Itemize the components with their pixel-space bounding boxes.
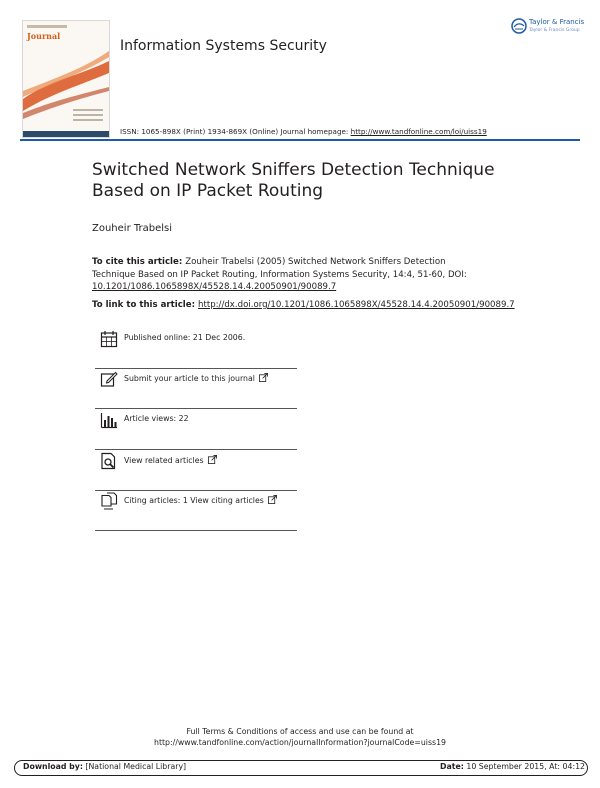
download-info-bar bbox=[14, 760, 588, 776]
article-link-block bbox=[92, 300, 562, 310]
publisher-logo[interactable] bbox=[510, 15, 585, 39]
article-views-label: Article views: 22 bbox=[124, 414, 189, 423]
terms-notice bbox=[0, 726, 600, 748]
info-row-published bbox=[95, 328, 297, 369]
citation-block bbox=[92, 256, 522, 294]
submit-article-label: Submit your article to this journal bbox=[124, 374, 255, 383]
cover-text-lines bbox=[73, 109, 103, 124]
issn-text: ISSN: 1065-898X (Print) 1934-869X (Online) Journal homepage: bbox=[120, 127, 351, 136]
info-row-related[interactable] bbox=[95, 450, 297, 491]
download-date bbox=[440, 762, 585, 771]
issn-line bbox=[120, 127, 487, 136]
info-row-citing[interactable] bbox=[95, 490, 297, 531]
citation-text-line2: Technique Based on IP Packet Routing, Information Systems Security, 14:4, 51-60, DOI: bbox=[92, 269, 467, 280]
related-articles-link[interactable] bbox=[124, 455, 217, 465]
article-title: Switched Network Sniffers Detection Technique Based on IP Packet Routing bbox=[92, 160, 495, 201]
publisher-logo-icon bbox=[511, 18, 527, 34]
terms-url[interactable]: http://www.tandfonline.com/action/journalInformation?journalCode=uiss19 bbox=[154, 738, 446, 747]
published-online-label: Published online: 21 Dec 2006. bbox=[124, 333, 246, 342]
calendar-icon bbox=[100, 330, 118, 348]
link-label: To link to this article: bbox=[92, 300, 199, 310]
terms-line-1: Full Terms & Conditions of access and use can be found at bbox=[186, 727, 414, 736]
citation-text-line1: Zouheir Trabelsi (2005) Switched Network Sniffers Detection bbox=[185, 257, 446, 267]
publisher-subname: Taylor & Francis Group bbox=[529, 28, 580, 33]
cover-title: Journal bbox=[27, 31, 61, 41]
citation-doi-link[interactable]: 10.1201/1086.1065898X/45528.14.4.20050901/90089.7 bbox=[92, 282, 337, 292]
external-link-icon bbox=[208, 455, 217, 464]
edit-icon bbox=[100, 370, 118, 388]
article-author: Zouheir Trabelsi bbox=[92, 223, 173, 234]
citing-articles-label: Citing articles: 1 View citing articles bbox=[124, 496, 264, 505]
download-date-value: 10 September 2015, At: 04:12 bbox=[463, 762, 585, 771]
journal-homepage-link[interactable]: http://www.tandfonline.com/loi/uiss19 bbox=[350, 127, 487, 136]
citation-label: To cite this article: bbox=[92, 257, 186, 267]
downloaded-by-label: Download by: bbox=[23, 762, 83, 771]
journal-name: Information Systems Security bbox=[120, 38, 327, 54]
downloaded-by-value: [National Medical Library] bbox=[82, 762, 187, 771]
download-date-label: Date: bbox=[440, 762, 464, 771]
downloaded-by bbox=[23, 762, 186, 771]
external-link-icon bbox=[259, 373, 268, 382]
citing-articles-icon bbox=[100, 492, 118, 510]
bar-chart-icon bbox=[100, 411, 118, 429]
header-divider bbox=[20, 139, 580, 141]
info-row-views bbox=[95, 409, 297, 450]
cover-footer-bar bbox=[23, 131, 109, 137]
publisher-name: Taylor & Francis bbox=[529, 18, 585, 26]
related-articles-label: View related articles bbox=[124, 456, 204, 465]
external-link-icon bbox=[268, 495, 277, 504]
search-document-icon bbox=[100, 452, 118, 470]
info-row-submit[interactable] bbox=[95, 368, 297, 409]
article-doi-link[interactable]: http://dx.doi.org/10.1201/1086.1065898X/45528.14.4.20050901/90089.7 bbox=[198, 300, 515, 310]
citing-articles-link[interactable] bbox=[124, 495, 277, 505]
submit-article-link[interactable] bbox=[124, 373, 268, 383]
journal-cover bbox=[22, 20, 110, 138]
